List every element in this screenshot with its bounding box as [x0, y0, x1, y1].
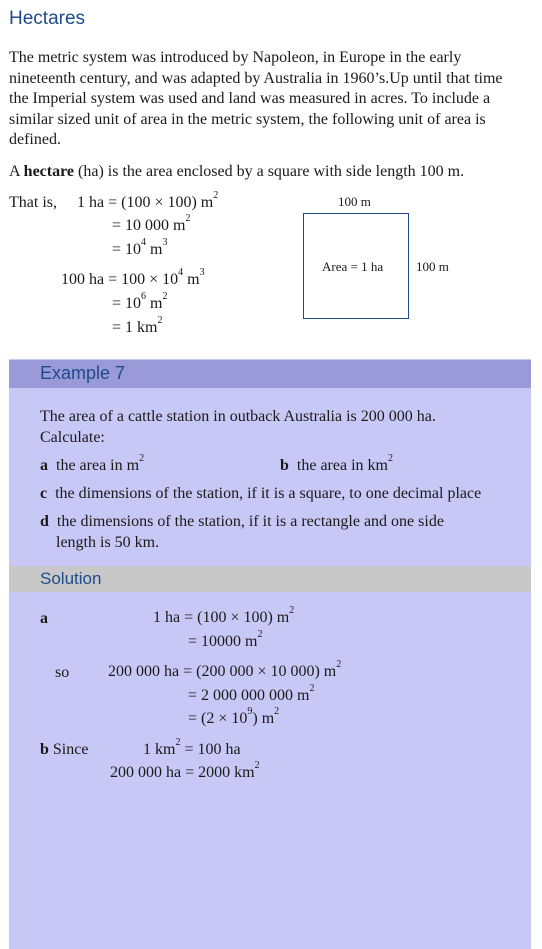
solution-line-5-text-b: ) m: [252, 710, 275, 727]
solution-line-3-text: 200 000 ha = (200 000 × 10 000) m: [108, 663, 337, 680]
part-b-letter: b: [280, 457, 289, 474]
part-a-sup: 2: [139, 453, 145, 464]
solution-line-3-sup: 2: [336, 659, 342, 670]
part-d-letter: d: [40, 513, 49, 530]
solution-line-5-sup-b: 2: [274, 706, 280, 717]
hectare-definition: [9, 162, 524, 183]
solution-line-6-sup: 2: [175, 737, 181, 748]
working-line-1: [77, 190, 219, 212]
solution-line-1: [153, 605, 295, 627]
part-b-text: the area in km: [296, 457, 388, 474]
working-line-5-sup-a: 6: [141, 291, 147, 302]
diagram-center-label: Area = 1 ha: [322, 259, 384, 274]
section-title: Hectares: [9, 8, 86, 29]
working-line-2-sup: 2: [185, 213, 191, 224]
solution-line-7-sup: 2: [254, 760, 260, 771]
intro-paragraph: The metric system was introduced by Napoleon, in Europe in the early nineteenth century, and was adapted by Australia in 1960’s.Up until that time the Imperial system was used and land was measured in acres. To include a similar sized unit of area in the metric system, the following unit of area is defined.: [9, 49, 503, 148]
working-line-3-text-b: m: [146, 241, 163, 258]
solution-line-3: [108, 659, 342, 681]
solution-line-6-text-b: = 100 ha: [180, 741, 241, 758]
that-is-label: That is,: [9, 194, 57, 211]
part-b-sup: 2: [387, 453, 393, 464]
example-title: Example 7: [40, 363, 126, 383]
definition-rest: (ha) is the area enclosed by a square with side length 100 m.: [74, 163, 465, 180]
working-line-3-text-a: = 10: [112, 241, 142, 258]
working-line-6: [112, 315, 163, 337]
example-part-d-cont: length is 50 km.: [56, 534, 160, 551]
solution-line-6: [143, 737, 241, 759]
solution-line-4-sup: 2: [309, 683, 315, 694]
working-line-4-text-a: 100 ha = 100 × 10: [61, 271, 179, 288]
working-line-4: [61, 267, 205, 289]
working-line-5-text-a: = 10: [112, 295, 142, 312]
solution-line-7-text: 200 000 ha = 2000 km: [110, 764, 255, 781]
part-c-letter: c: [40, 485, 48, 502]
solution-since-label: Since: [48, 741, 89, 758]
diagram-top-label: 100 m: [338, 194, 371, 209]
working-line-5: [112, 291, 168, 313]
solution-line-4-text: = 2 000 000 000 m: [188, 687, 310, 704]
part-c-text: the dimensions of the station, if it is a square, to one decimal place: [55, 485, 482, 502]
working-line-1-sup: 2: [213, 190, 219, 201]
example-panel: [9, 359, 531, 949]
example-part-a: [40, 453, 145, 475]
example-part-d: [40, 513, 444, 531]
solution-title: Solution: [40, 569, 102, 588]
solution-part-b-label: [40, 741, 88, 759]
working-line-6-text: = 1 km: [112, 319, 158, 336]
definition-prefix: A: [9, 163, 24, 180]
working-line-3-sup-a: 4: [141, 237, 147, 248]
solution-line-2-sup: 2: [257, 629, 263, 640]
solution-line-2-text: = 10000 m: [188, 633, 258, 650]
solution-so-label: so: [55, 664, 70, 681]
solution-line-6-text-a: 1 km: [143, 741, 176, 758]
working-line-4-sup-a: 4: [178, 267, 184, 278]
part-a-text: the area in m: [56, 457, 140, 474]
solution-line-1-sup: 2: [289, 605, 295, 616]
working-line-4-sup-b: 3: [199, 267, 205, 278]
working-line-3: [112, 237, 168, 259]
solution-line-5: [188, 706, 280, 728]
solution-line-1-text: 1 ha = (100 × 100) m: [153, 609, 290, 626]
solution-line-5-text-a: = (2 × 10: [188, 710, 248, 727]
example-intro-1: The area of a cattle station in outback Australia is 200 000 ha.: [40, 408, 436, 425]
definition-term: hectare: [23, 163, 75, 180]
part-a-letter: a: [40, 457, 48, 474]
working-line-2: [112, 213, 191, 235]
solution-line-7: [110, 760, 260, 782]
working-line-6-sup: 2: [157, 315, 163, 326]
example-part-c: [40, 485, 481, 503]
working-line-5-text-b: m: [146, 295, 163, 312]
example-intro-2: Calculate:: [40, 429, 105, 446]
solution-line-2: [188, 629, 263, 651]
solution-part-a-letter: a: [40, 610, 48, 627]
example-part-b: [280, 453, 393, 475]
working-line-2-text: = 10 000 m: [112, 217, 186, 234]
diagram-side-label: 100 m: [416, 259, 449, 274]
working-line-3-sup-b: 3: [162, 237, 168, 248]
solution-line-4: [188, 683, 315, 705]
part-d-text-line1: the dimensions of the station, if it is a rectangle and one side: [56, 513, 444, 530]
working-line-5-sup-b: 2: [162, 291, 168, 302]
working-line-1-text: 1 ha = (100 × 100) m: [77, 194, 214, 211]
working-line-4-text-b: m: [183, 271, 200, 288]
solution-part-b-letter: b: [40, 741, 49, 758]
solution-line-5-sup-a: 9: [247, 706, 253, 717]
